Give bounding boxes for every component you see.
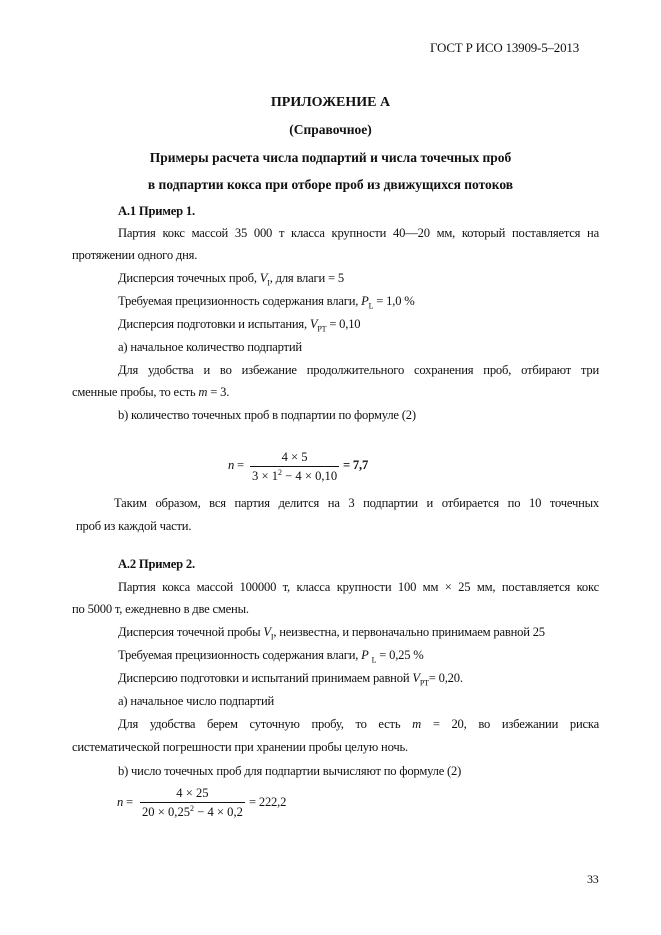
example1-paragraph1-line1: Партия кокс массой 35 000 т класса крупности 40—20 мм, который поставляется на [118, 226, 599, 240]
example1-paragraph6-line2: сменные пробы, то есть m = 3. [72, 385, 230, 399]
example2-paragraph1-line1: Партия кокса массой 100000 т, класса крупности 100 мм × 25 мм, поставляется кокс [118, 580, 599, 594]
example1-item-b: b) количество точечных проб в подпартии по формуле (2) [118, 408, 416, 422]
example1-heading: А.1 Пример 1. [118, 204, 195, 218]
formula2-result: = 222,2 [249, 795, 287, 809]
example1-conclusion-line2: проб из каждой части. [76, 519, 192, 533]
example2-required-precision: Требуемая прецизионность содержания влаги, P $_L$ = 0,25 % [118, 648, 424, 665]
formula1-lhs: n = [228, 458, 244, 472]
example2-item-b: b) число точечных проб для подпартии вычисляют по формуле (2) [118, 764, 462, 778]
example2-sample-variance: Дисперсия точечной пробы $V_I$, неизвестна, и первоначально принимаем равной 25 [118, 625, 545, 642]
example2-item-a: а) начальное число подпартий [118, 694, 275, 708]
example1-preparation-variance: Дисперсия подготовки и испытания, $V_{PT} = 0,10$ [118, 317, 361, 334]
appendix-heading-line1: Примеры расчета числа подпартий и числа точечных проб [149, 150, 512, 165]
example1-item-a: а) начальное количество подпартий [118, 340, 302, 354]
example2-paragraph6-line1: Для удобства берем суточную пробу, то есть m = 20, во избежании риска [118, 717, 600, 731]
example1-sample-variance: Дисперсия точечных проб, $V_I$, для влаги = 5 [118, 271, 344, 288]
appendix-heading-line2: в подпартии кокса при отборе проб из движущихся потоков [147, 177, 514, 192]
page-number: 33 [587, 872, 599, 886]
appendix-title: ПРИЛОЖЕНИЕ А [270, 95, 391, 110]
example1-paragraph6-line1: Для удобства и во избежание продолжительного сохранения проб, отбирают три [118, 363, 599, 377]
formula1-result: = 7,7 [343, 458, 369, 472]
formula1-numerator: 4 × 5 [281, 450, 308, 464]
formula2-fraction [140, 786, 245, 820]
appendix-subtitle: (Справочное) [289, 122, 372, 137]
example1-paragraph1-line2: протяжении одного дня. [72, 248, 198, 262]
example2-preparation-variance: Дисперсию подготовки и испытаний принимаем равной $V_{PT}= 0,20$. [118, 671, 463, 688]
formula1-fraction [250, 450, 339, 484]
formula2-numerator: 4 × 25 [176, 786, 209, 800]
example2-heading: А.2 Пример 2. [118, 557, 195, 571]
example1-required-precision: Требуемая прецизионность содержания влаги, $P_L = 1,0$ % [118, 294, 415, 311]
document-standard-header: ГОСТ Р ИСО 13909-5–2013 [429, 40, 579, 55]
formula2-denominator: $20 \times 0,25^2 - 4 \times 0,2$ [142, 804, 243, 820]
example1-conclusion-line1: Таким образом, вся партия делится на 3 подпартии и отбирается по 10 точечных [114, 496, 599, 510]
example2-paragraph6-line2: систематической погрешности при хранении пробы целую ночь. [72, 740, 408, 754]
formula1-denominator: $3 \times 1^2 - 4 \times 0,10$ [252, 468, 338, 484]
example2-paragraph1-line2: по 5000 т, ежедневно в две смены. [72, 602, 249, 616]
formula2-lhs: n = [117, 795, 133, 809]
